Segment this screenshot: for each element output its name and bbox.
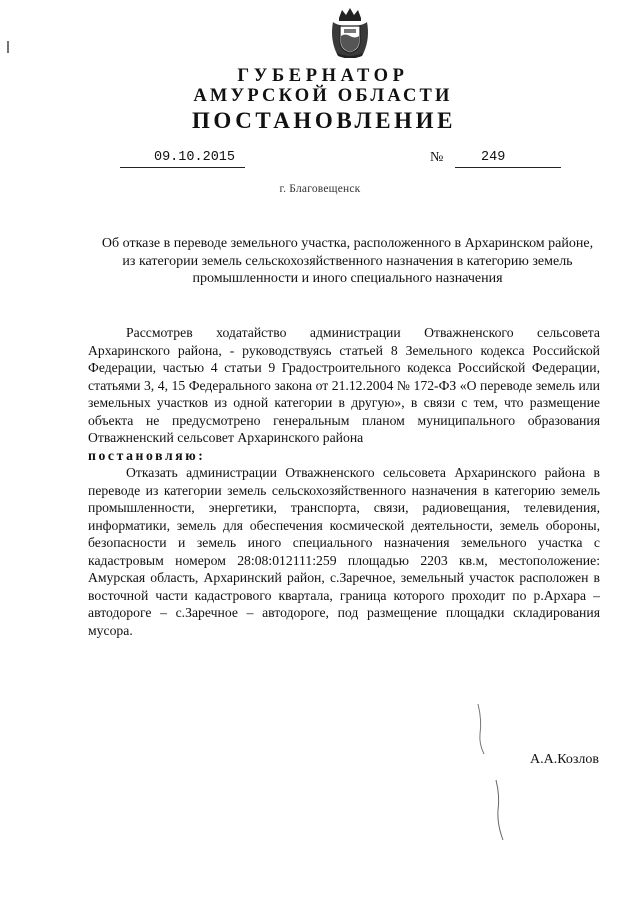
city-label: г. Благовещенск bbox=[279, 183, 361, 195]
margin-tick-mark bbox=[6, 40, 10, 52]
decree-subject: Об отказе в переводе земельного участка, расположенного в Архаринском районе, из категории земель сельскохозяйственного назначения в категорию земель промышленности и иного специального назначения bbox=[101, 236, 594, 286]
decision-paragraph: Отказать администрации Отважненского сельсовета Архаринского района в переводе из категории земель сельскохозяйственного назначения в категорию земель промышленности, энергетики, транспорта, связи, радиовещания, телевидения, информатики, земель для обеспечения космической деятельности, земель обороны, безопасности и земель иного специального назначения земельного участка с кадастровым номером 28:08:012111:259 площадью 2203 кв.м, местоположение: Амурская область, Архаринский район, с.Заречное, земельный участок расположен в восточной части кадастрового квартала, граница которого проходит по р.Архара – автодороге – с.Заречное – автодороге, под размещение площадки складирования мусора. bbox=[88, 465, 600, 638]
signer-name: А.А.Козлов bbox=[530, 752, 599, 767]
decree-date: 09.10.2015 bbox=[120, 150, 245, 168]
coat-of-arms-emblem bbox=[328, 6, 372, 58]
handwritten-signature-mark bbox=[470, 700, 530, 850]
document-type-title: ПОСТАНОВЛЕНИЕ bbox=[191, 108, 457, 133]
resolve-word: постановляю: bbox=[88, 447, 206, 463]
authority-title-line1: ГУБЕРНАТОР bbox=[237, 66, 409, 86]
decree-number: 249 bbox=[455, 150, 561, 168]
authority-title-line2: АМУРСКОЙ ОБЛАСТИ bbox=[193, 86, 453, 106]
preamble-paragraph: Рассмотрев ходатайство администрации Отважненского сельсовета Архаринского района, - руководствуясь статьей 8 Земельного кодекса Российской Федерации, частью 4 статьи 9 Градостроительного кодекса Российской Федерации, статьями 3, 4, 15 Федерального закона от 21.12.2004 № 172-ФЗ «О переводе земель или земельных участков из одной категории в другую», в связи с тем, что размещение объекта не предусмотрено генеральным планом муниципального образования Отважненский сельсовет Архаринского района bbox=[88, 325, 600, 445]
number-sign: № bbox=[430, 150, 444, 165]
decree-body bbox=[88, 324, 600, 639]
